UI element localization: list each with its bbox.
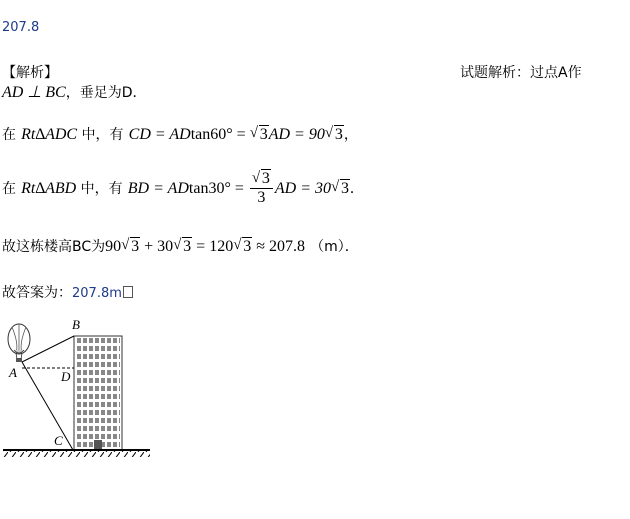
conclusion-text: 故这栋楼高BC为 <box>2 239 106 255</box>
placeholder-box-icon <box>123 286 133 298</box>
sqrt-3a: √ 3 <box>249 125 268 143</box>
analysis-heading: 【解析】 <box>2 65 58 81</box>
label-c: C <box>54 433 63 448</box>
fraction: √ 3 3 <box>250 170 273 207</box>
line-3-prefix: 在 <box>2 181 16 197</box>
ground-hatch <box>3 451 150 457</box>
sqrt-3c: √ 3 <box>331 179 350 197</box>
cd-expr: CD = AD <box>128 126 191 143</box>
frac-numerator: 3 <box>261 170 270 187</box>
sqrt-d3: √ 3 <box>233 237 252 255</box>
approx-value: ≈ 207.8 <box>252 238 305 255</box>
geometry-figure <box>0 316 160 466</box>
line-2-end: ， <box>343 127 358 143</box>
num-90: 90 <box>105 238 122 255</box>
building-windows <box>76 338 120 448</box>
sqrt-3b: √ 3 <box>324 125 343 143</box>
separator: ， <box>65 85 80 101</box>
line-2 <box>2 124 358 144</box>
line-3-middle: 中，有 <box>76 181 123 197</box>
answer-label: 故答案为： <box>2 285 72 301</box>
line-4 <box>2 236 359 256</box>
triangle-abd: Rt∆ABD <box>21 180 77 197</box>
label-a: A <box>9 365 17 380</box>
line-3 <box>2 170 354 207</box>
line-3-end: . <box>350 180 355 197</box>
unit-m: （m）． <box>310 239 359 255</box>
foot-text: 垂足为D． <box>79 85 147 101</box>
sqrt-arg: 3 <box>334 126 343 143</box>
label-d: D <box>61 369 71 384</box>
answer-line <box>2 282 133 302</box>
bd-expr: BD = AD <box>127 180 189 197</box>
sqrt-d1: √ 3 <box>121 237 140 255</box>
sqrt-arg: 3 <box>259 126 268 143</box>
sqrt-arg: 3 <box>341 180 350 197</box>
building-door <box>94 440 102 450</box>
line-2-middle: 中，有 <box>77 127 124 143</box>
eq-120: = 120 <box>192 238 234 255</box>
sqrt-arg: 3 <box>131 238 140 255</box>
frac-denominator: 3 <box>257 189 266 206</box>
perpendicular-expr: AD ⊥ BC <box>2 84 66 101</box>
sqrt-d2: √ 3 <box>173 237 192 255</box>
plus-30: + 30 <box>140 238 174 255</box>
tan60-label: tan60° = <box>190 126 250 143</box>
balloon-icon <box>8 324 30 362</box>
ad-expr: AD = 90 <box>268 126 325 143</box>
label-b: B <box>72 317 80 332</box>
sqrt-arg: 3 <box>243 238 252 255</box>
analysis-intro: 试题解析：过点A作 <box>460 65 582 81</box>
ad-expr-2: AD = 30 <box>274 180 332 197</box>
sqrt-arg: 3 <box>183 238 192 255</box>
answer-value: 207.8 <box>2 20 40 35</box>
line-1 <box>2 82 147 102</box>
triangle-adc: Rt∆ADC <box>21 126 78 143</box>
tan30-label: tan30° = <box>188 180 248 197</box>
line-2-prefix: 在 <box>2 127 16 143</box>
answer-text: 207.8m <box>72 286 122 301</box>
